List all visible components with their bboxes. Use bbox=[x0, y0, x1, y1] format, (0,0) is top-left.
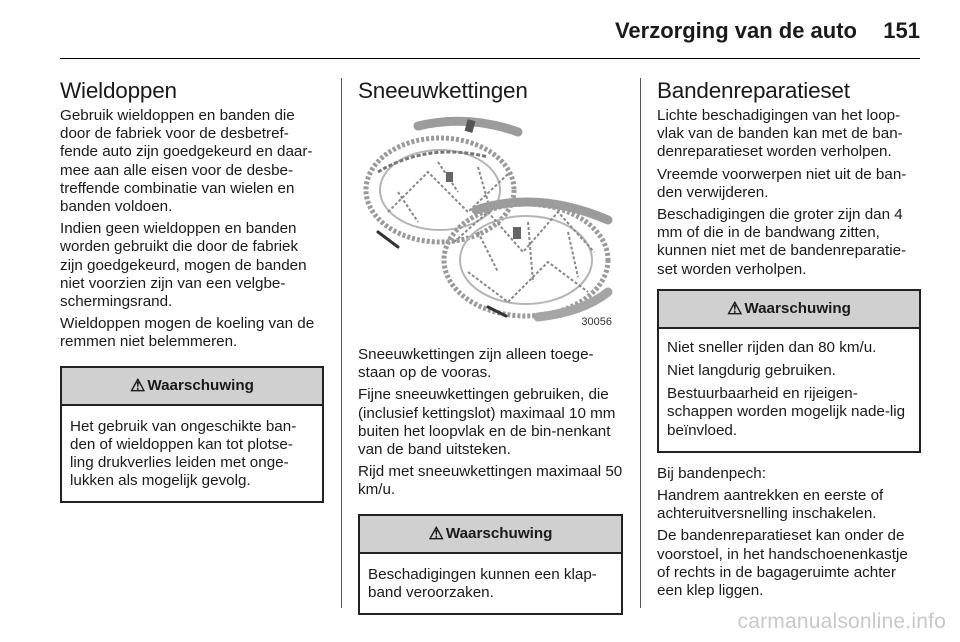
figure-code: 30056 bbox=[581, 316, 612, 328]
watermark: carmanualsonline.info bbox=[737, 610, 946, 633]
paragraph: Sneeuwkettingen zijn alleen toege-staan op de vooras. bbox=[358, 346, 594, 382]
heading-bandenreparatieset: Bandenreparatieset bbox=[657, 78, 850, 103]
warning-box bbox=[60, 366, 324, 504]
warning-header bbox=[62, 368, 322, 406]
paragraph: De bandenreparatieset kan onder de voorstoel, in het handschoenenkastje of rechts in de bagageruimte achter een klep liggen. bbox=[657, 527, 908, 600]
section-title: Verzorging van de auto bbox=[614, 18, 857, 43]
warning-title: Waarschuwing bbox=[744, 300, 851, 318]
column-sneeuwkettingen bbox=[358, 78, 623, 615]
warning-text: Niet langdurig gebruiken. bbox=[667, 362, 836, 380]
warning-body bbox=[360, 554, 621, 613]
heading-sneeuwkettingen: Sneeuwkettingen bbox=[358, 78, 528, 103]
warning-text: Beschadigingen kunnen een klap-band veroorzaken. bbox=[368, 565, 597, 601]
heading-wieldoppen: Wieldoppen bbox=[60, 78, 177, 103]
warning-triangle-icon: ⚠ bbox=[727, 299, 743, 319]
paragraph: Beschadigingen die groter zijn dan 4 mm of die in de bandwang zitten, kunnen niet met de bandenreparatie-set worden verholpen. bbox=[657, 206, 907, 278]
warning-body bbox=[659, 329, 919, 451]
warning-text: Bestuurbaarheid en rijeigen-schappen worden mogelijk nade-lig beïnvloed. bbox=[667, 385, 906, 439]
paragraph: Fijne sneeuwkettingen gebruiken, die (inclusief kettingslot) maximaal 10 mm buiten het loopvlak en de bin-nenkant van de band uitsteken. bbox=[358, 386, 616, 459]
paragraph: Wieldoppen mogen de koeling van de remmen niet belemmeren. bbox=[60, 315, 315, 351]
warning-header bbox=[360, 516, 621, 554]
warning-body bbox=[62, 406, 322, 502]
warning-title: Waarschuwing bbox=[147, 377, 254, 395]
paragraph: Rijd met sneeuwkettingen maximaal 50 km/u. bbox=[358, 463, 623, 499]
warning-box bbox=[657, 289, 921, 453]
page-header bbox=[0, 0, 960, 60]
warning-triangle-icon: ⚠ bbox=[130, 376, 146, 396]
paragraph: Bij bandenpech: bbox=[657, 464, 766, 482]
warning-triangle-icon: ⚠ bbox=[428, 524, 444, 544]
column-divider-2 bbox=[640, 78, 641, 608]
paragraph: Handrem aantrekken en eerste of achteruitversnelling inschakelen. bbox=[657, 487, 884, 523]
column-bandenreparatieset bbox=[657, 78, 921, 604]
page-number: 151 bbox=[883, 18, 920, 43]
header-divider bbox=[60, 58, 920, 59]
warning-title: Waarschuwing bbox=[445, 525, 553, 543]
paragraph: Vreemde voorwerpen niet uit de ban-den verwijderen. bbox=[657, 165, 907, 201]
paragraph: Gebruik wieldoppen en banden die door de fabriek voor de desbetref-fende auto zijn goedgekeurd en daar-mee aan alle eisen voor de desbe-treffende combinatie van wielen en banden voldoen. bbox=[60, 107, 313, 216]
warning-text: Niet sneller rijden dan 80 km/u. bbox=[667, 338, 877, 356]
warning-header bbox=[659, 291, 919, 329]
column-divider-1 bbox=[341, 78, 342, 608]
snow-chain-illustration bbox=[358, 112, 616, 332]
snow-chain-drawing bbox=[358, 112, 616, 332]
paragraph: Indien geen wieldoppen en banden worden gebruikt die door de fabriek zijn goedgekeurd, mogen de banden niet voorzien zijn van een velgbe-schermingsrand. bbox=[60, 220, 307, 311]
warning-box bbox=[358, 514, 623, 615]
warning-text: Het gebruik van ongeschikte ban-den of wieldoppen kan tot plotse-ling drukverlies leiden met onge-lukken als mogelijk gevolg. bbox=[70, 417, 297, 490]
column-wieldoppen bbox=[60, 78, 324, 503]
paragraph: Lichte beschadigingen van het loop-vlak van de banden kan met de ban-denreparatieset worden verholpen. bbox=[657, 107, 903, 161]
